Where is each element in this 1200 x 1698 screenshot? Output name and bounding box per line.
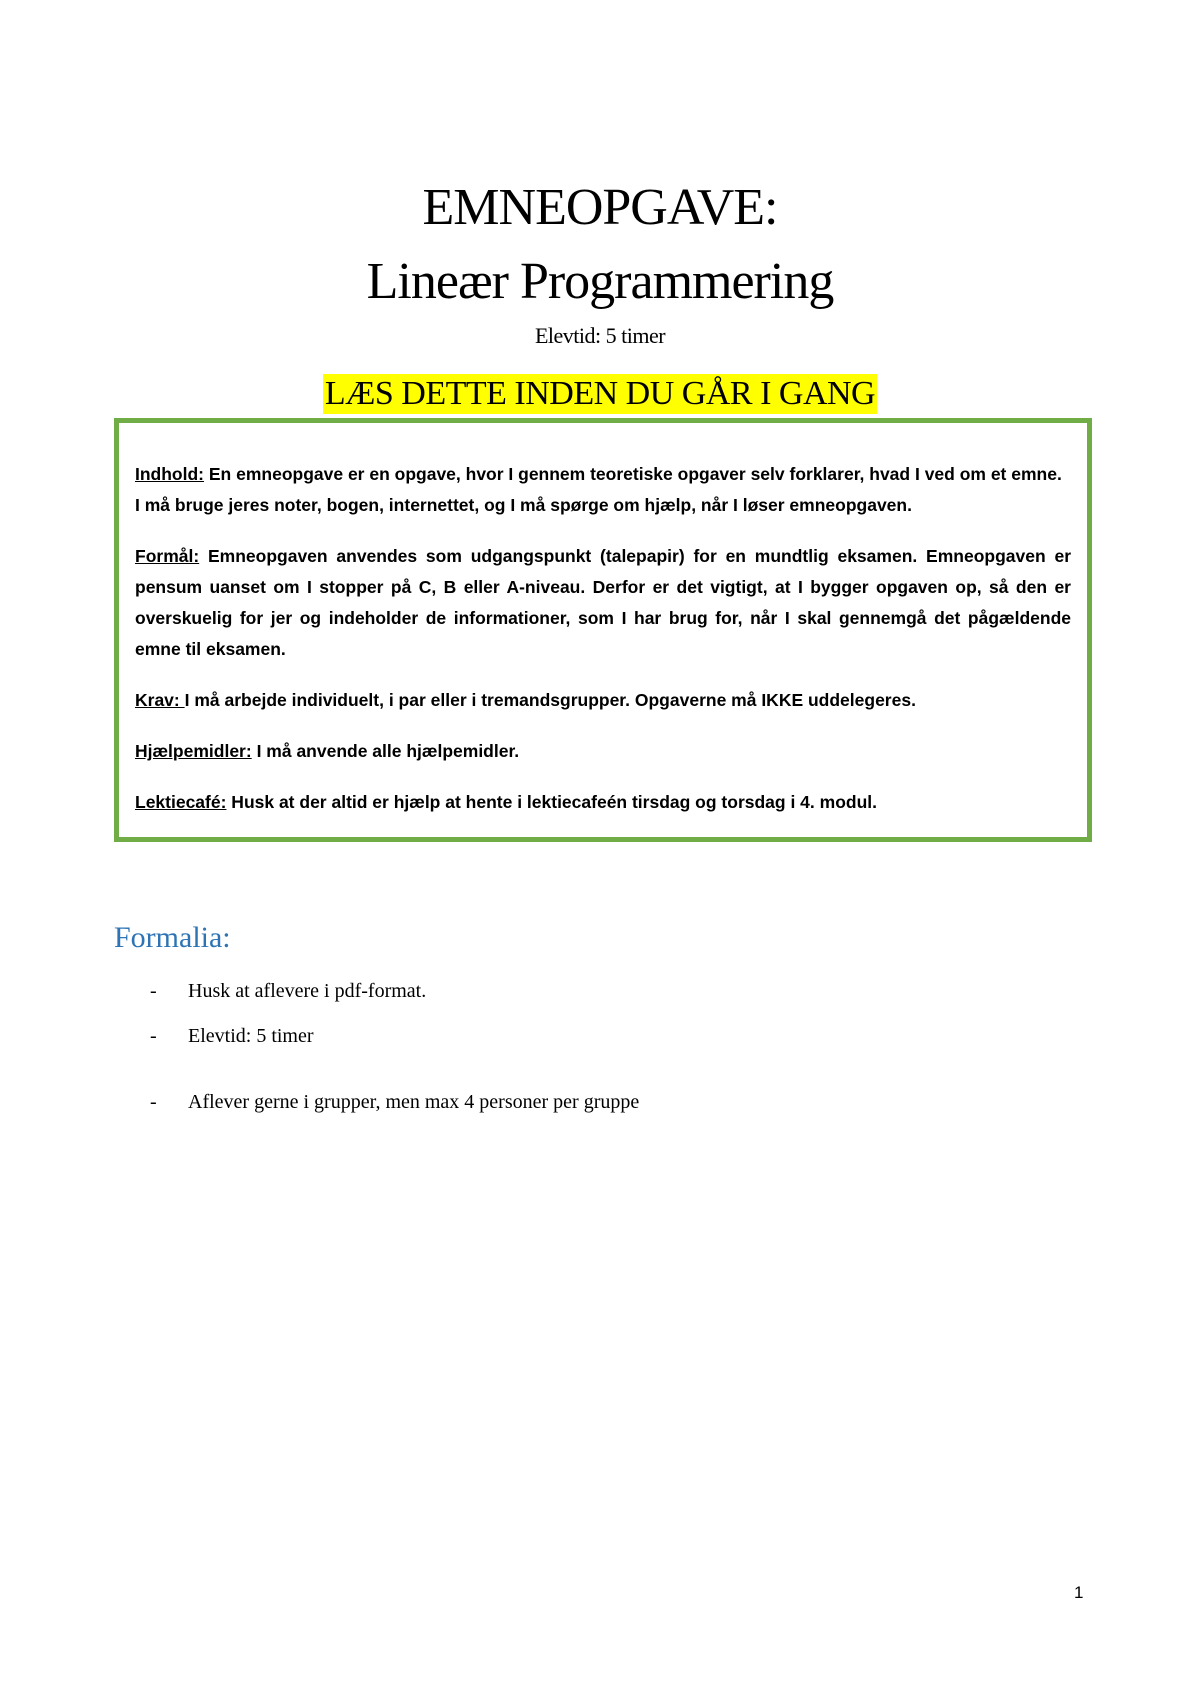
info-label: Indhold: (135, 464, 205, 484)
bullet-dash: - (150, 1025, 157, 1047)
info-text: I må arbejde individuelt, i par eller i tremandsgrupper. Opgaverne må IKKE uddelegeres. (184, 690, 916, 710)
student-time: Elevtid: 5 timer (534, 323, 666, 348)
info-box (114, 418, 1092, 842)
formalia-heading: Formalia: (114, 921, 231, 954)
info-label: Formål: (135, 546, 200, 566)
info-label: Krav: (135, 690, 185, 710)
info-hjaelpemidler (135, 736, 1071, 767)
list-item (150, 1089, 639, 1115)
info-text: Husk at der altid er hjælp at hente i lektiecafeén tirsdag og torsdag i 4. modul. (226, 792, 877, 812)
info-lektiecafe (135, 787, 1071, 818)
list-item (150, 1023, 314, 1049)
info-label: Hjælpemidler: (135, 741, 252, 761)
info-label: Lektiecafé: (135, 792, 227, 812)
bullet-dash: - (150, 1091, 157, 1113)
page-number: 1 (1074, 1583, 1084, 1602)
warning-banner (0, 374, 1200, 414)
list-item (150, 978, 426, 1004)
list-item-text: Aflever gerne i grupper, men max 4 personer per gruppe (188, 1091, 640, 1113)
bullet-dash: - (150, 980, 157, 1002)
document-title: EMNEOPGAVE: (422, 179, 778, 236)
list-item-text: Husk at aflevere i pdf-format. (188, 980, 427, 1002)
info-indhold (135, 459, 1071, 521)
info-formaal (135, 541, 1071, 665)
info-text: I må anvende alle hjælpemidler. (251, 741, 520, 761)
warning-text: LÆS DETTE INDEN DU GÅR I GANG (324, 375, 876, 412)
info-text: En emneopgave er en opgave, hvor I gennem teoretiske opgaver selv forklarer, hvad I ved om et emne. I må bruge jeres noter, bogen, internettet, og I må spørge om hjælp, når I løser emneopgaven. (135, 464, 1062, 515)
info-text: Emneopgaven anvendes som udgangspunkt (talepapir) for en mundtlig eksamen. Emneopgaven er pensum uanset om I stopper på C, B eller A-niveau. Derfor er det vigtigt, at I bygger opgaven op, så den er overskuelig for jer og indeholder de informationer, som I har brug for, når I skal gennemgå det pågældende emne til eksamen. (135, 546, 1071, 659)
info-krav (135, 685, 1071, 716)
document-subject: Lineær Programmering (366, 253, 834, 310)
list-item-text: Elevtid: 5 timer (188, 1025, 314, 1047)
